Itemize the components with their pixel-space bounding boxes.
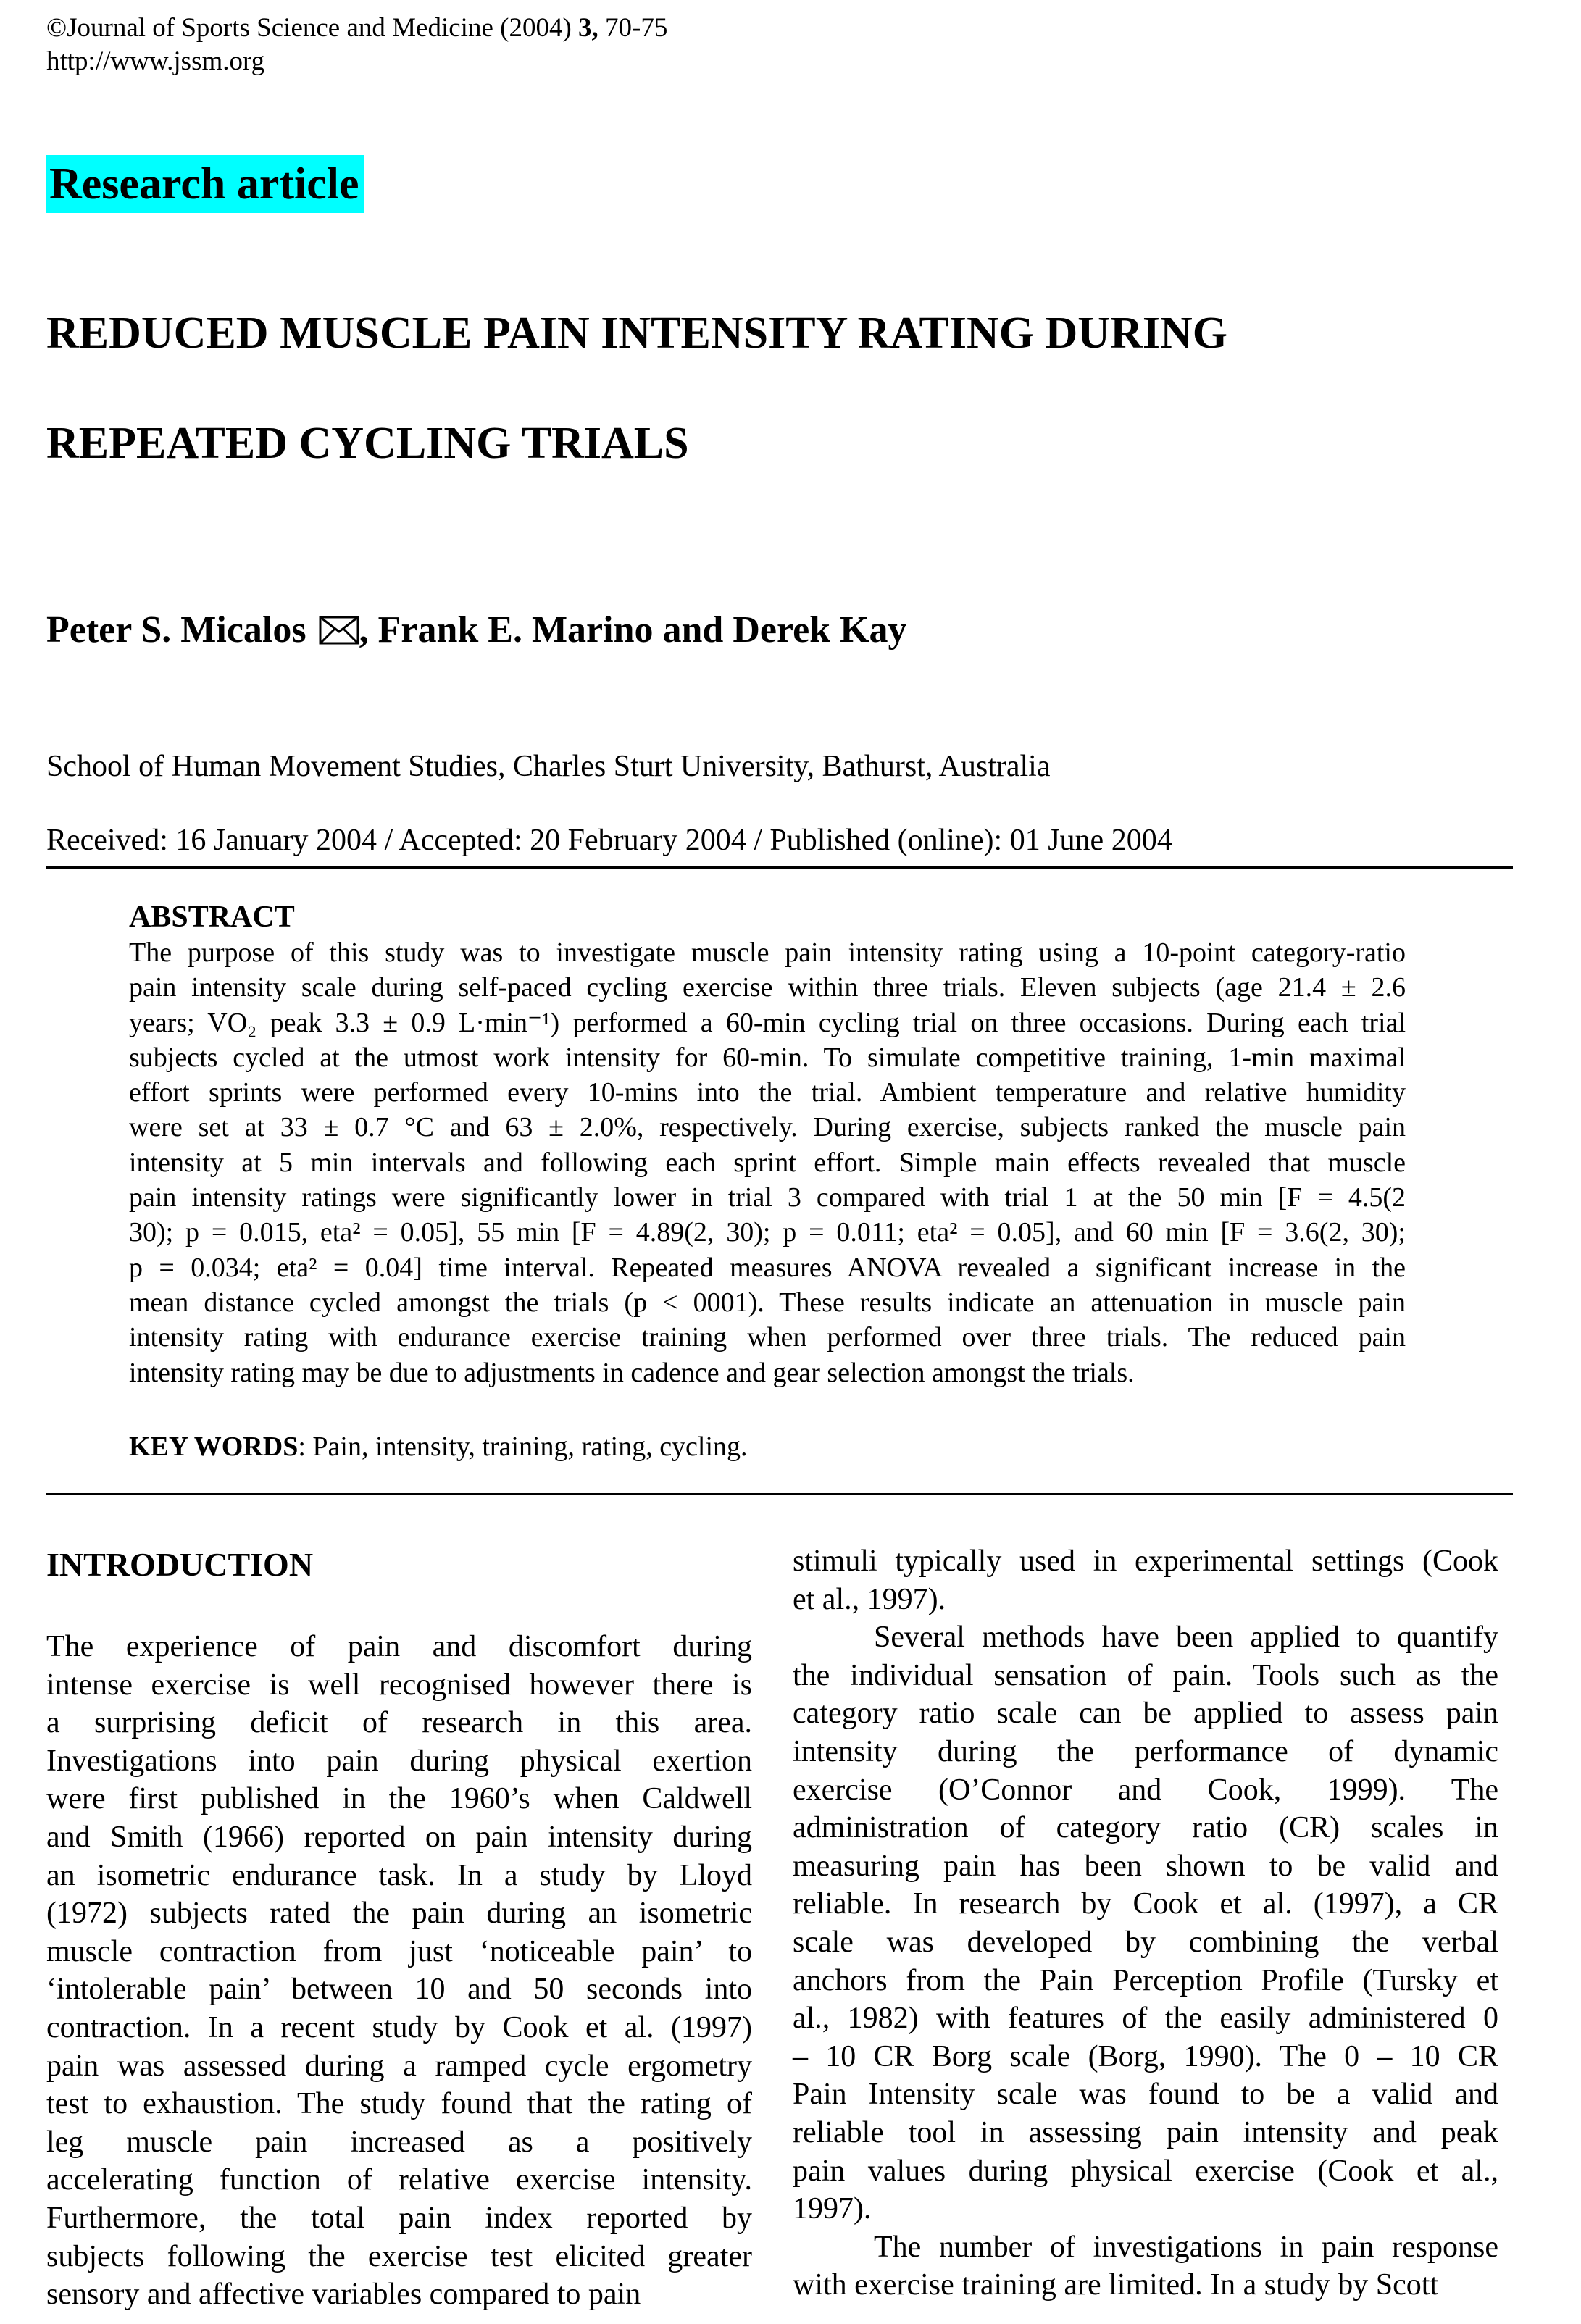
intro-text-line: leg muscle pain increased as a positively xyxy=(46,2125,752,2159)
intro-text-line: administration of category ratio (CR) scales in xyxy=(793,1811,1498,1845)
intro-text-line: subjects following the exercise test elicited greater xyxy=(46,2239,752,2273)
abstract-heading: ABSTRACT xyxy=(129,900,295,934)
introduction-right-column xyxy=(793,1542,1498,2304)
intro-text-line: anchors from the Pain Perception Profile (Tursky et xyxy=(793,1963,1498,1997)
journal-header xyxy=(46,12,667,78)
intro-text-line: muscle contraction from just ‘noticeable pain’ to xyxy=(46,1934,752,1968)
intro-text-line: intensity during the performance of dynamic xyxy=(793,1734,1498,1768)
keywords-label: KEY WORDS xyxy=(129,1431,299,1462)
intro-text-line: accelerating function of relative exercise intensity. xyxy=(46,2163,752,2197)
intro-text-line: reliable. In research by Cook et al. (1997), a CR xyxy=(793,1887,1498,1921)
divider-top xyxy=(46,866,1513,869)
affiliation: School of Human Movement Studies, Charles Sturt University, Bathurst, Australia xyxy=(46,750,1051,783)
article-title-line-1: REDUCED MUSCLE PAIN INTENSITY RATING DURING xyxy=(46,309,1227,358)
intro-text-line: were first published in the 1960’s when Caldwell xyxy=(46,1782,752,1816)
intro-text-line: intense exercise is well recognised however there is xyxy=(46,1668,752,1702)
abstract-line: pain intensity ratings were significantly lower in trial 3 compared with trial 1 at the 50 min [F = 4.5(2 xyxy=(129,1182,1406,1213)
intro-text-line: The experience of pain and discomfort during xyxy=(46,1630,752,1663)
author-list xyxy=(46,605,907,656)
intro-text-line: – 10 CR Borg scale (Borg, 1990). The 0 – 10 CR xyxy=(793,2039,1498,2073)
intro-text-line: and Smith (1966) reported on pain intensity during xyxy=(46,1820,752,1854)
intro-text-line: exercise (O’Connor and Cook, 1999). The xyxy=(793,1773,1498,1807)
intro-text-line: Pain Intensity scale was found to be a valid and xyxy=(793,2078,1498,2112)
intro-text-line: Several methods have been applied to quantify xyxy=(874,1621,1498,1655)
journal-citation xyxy=(46,12,667,45)
abstract-body xyxy=(129,935,1406,1390)
intro-text-line: et al., 1997). xyxy=(793,1582,946,1616)
intro-text-line: contraction. In a recent study by Cook et al. (1997) xyxy=(46,2010,752,2044)
abstract-line: years; VO₂ peak 3.3 ± 0.9 L·min⁻¹) performed a 60-min cycling trial on three occasions. During each trial xyxy=(129,1007,1406,1038)
journal-pages: 70-75 xyxy=(598,13,668,43)
intro-text-line: sensory and affective variables compared to pain xyxy=(46,2278,641,2312)
intro-text-line: with exercise training are limited. In a study by Scott xyxy=(793,2268,1439,2302)
intro-text-line: an isometric endurance task. In a study by Lloyd xyxy=(46,1858,752,1892)
intro-text-line: scale was developed by combining the verbal xyxy=(793,1925,1498,1959)
intro-text-line: reliable tool in assessing pain intensity and peak xyxy=(793,2115,1498,2149)
journal-citation-text: ©Journal of Sports Science and Medicine (2004) xyxy=(46,13,579,43)
abstract-line: subjects cycled at the utmost work intensity for 60-min. To simulate competitive training, 1-min maximal xyxy=(129,1042,1406,1073)
intro-text-line: Furthermore, the total pain index reported by xyxy=(46,2201,752,2235)
abstract-line: 30); p = 0.015, eta² = 0.05], 55 min [F = 4.89(2, 30); p = 0.011; eta² = 0.05], and 60 min [F = 3.6(2, 30); xyxy=(129,1217,1406,1248)
journal-url[interactable]: http://www.jssm.org xyxy=(46,46,265,76)
intro-text-line: (1972) subjects rated the pain during an isometric xyxy=(46,1897,752,1931)
intro-text-line: ‘intolerable pain’ between 10 and 50 seconds into xyxy=(46,1973,752,2007)
abstract-line: pain intensity scale during self-paced cycling exercise within three trials. Eleven subjects (age 21.4 ± 2.6 xyxy=(129,972,1406,1003)
intro-text-line: Investigations into pain during physical exertion xyxy=(46,1744,752,1778)
keywords xyxy=(129,1429,748,1465)
abstract-line: intensity rating may be due to adjustments in cadence and gear selection amongst the trials. xyxy=(129,1357,1135,1388)
abstract-line: intensity at 5 min intervals and following each sprint effort. Simple main effects revealed that muscle xyxy=(129,1147,1406,1178)
intro-text-line: pain was assessed during a ramped cycle ergometry xyxy=(46,2049,752,2083)
journal-volume: 3, xyxy=(578,13,598,43)
envelope-icon[interactable] xyxy=(319,616,359,645)
abstract-line: effort sprints were performed every 10-mins into the trial. Ambient temperature and relative humidity xyxy=(129,1077,1406,1108)
introduction-left-column xyxy=(46,1628,752,2314)
co-authors: , Frank E. Marino and Derek Kay xyxy=(359,609,907,651)
publication-dates: Received: 16 January 2004 / Accepted: 20 February 2004 / Published (online): 01 June 2004 xyxy=(46,824,1172,857)
abstract-line: intensity rating with endurance exercise training when performed over three trials. The reduced pain xyxy=(129,1322,1406,1353)
intro-text-line: The number of investigations in pain response xyxy=(874,2230,1498,2264)
article-type-label: Research article xyxy=(46,155,364,213)
intro-text-line: the individual sensation of pain. Tools such as the xyxy=(793,1658,1498,1692)
intro-text-line: pain values during physical exercise (Cook et al., xyxy=(793,2154,1498,2188)
intro-text-line: 1997). xyxy=(793,2192,872,2226)
intro-text-line: al., 1982) with features of the easily administered 0 xyxy=(793,2002,1498,2036)
article-title-line-2: REPEATED CYCLING TRIALS xyxy=(46,419,689,468)
intro-text-line: measuring pain has been shown to be valid and xyxy=(793,1849,1498,1883)
corresponding-author: Peter S. Micalos xyxy=(46,609,306,651)
abstract-line: The purpose of this study was to investigate muscle pain intensity rating using a 10-point category-ratio xyxy=(129,937,1406,968)
intro-text-line: stimuli typically used in experimental settings (Cook xyxy=(793,1545,1498,1578)
introduction-heading: INTRODUCTION xyxy=(46,1546,314,1583)
intro-text-line: test to exhaustion. The study found that the rating of xyxy=(46,2087,752,2121)
intro-text-line: a surprising deficit of research in this area. xyxy=(46,1706,752,1740)
abstract-line: mean distance cycled amongst the trials (p < 0001). These results indicate an attenuation in muscle pain xyxy=(129,1287,1406,1318)
intro-text-line: category ratio scale can be applied to assess pain xyxy=(793,1697,1498,1731)
keywords-text: : Pain, intensity, training, rating, cycling. xyxy=(298,1431,748,1462)
abstract-line: p = 0.034; eta² = 0.04] time interval. Repeated measures ANOVA revealed a significant increase in the xyxy=(129,1252,1406,1283)
divider-bottom xyxy=(46,1493,1513,1495)
abstract-line: were set at 33 ± 0.7 °C and 63 ± 2.0%, respectively. During exercise, subjects ranked the muscle pain xyxy=(129,1112,1406,1143)
